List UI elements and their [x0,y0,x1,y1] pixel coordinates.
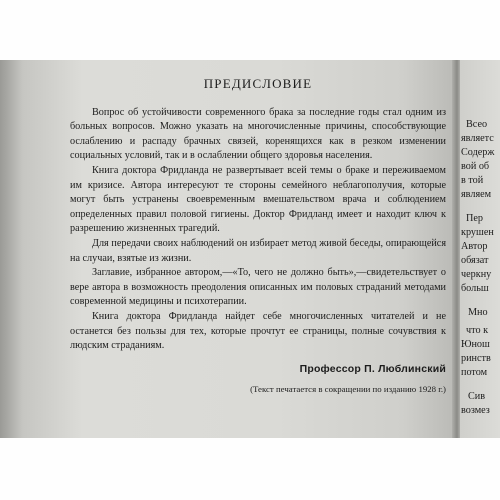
edition-note: (Текст печатается в сокращении по изданию 1928 г.) [250,384,446,395]
facing-page-line: вой об [461,161,490,172]
facing-page-line: черкну [461,269,492,280]
facing-page-line: Сив [468,391,486,402]
facing-page-line: Содерж [461,147,495,158]
facing-page-line: больш [461,283,489,294]
top-margin [0,0,500,60]
paragraph: Книга доктора Фридланда найдет себе многочисленных читателей и не останется без пользы для тех, которые прочтут ее страницы, полные сочувствия к людским страданиям. [70,310,446,352]
facing-page-line: ринств [461,353,491,364]
author-signature: Профессор П. Люблинский [299,362,446,375]
facing-page-line: возмез [461,405,490,416]
facing-page-line: являем [461,189,492,200]
paragraph: Книга доктора Фридланда не развертывает всей темы о браке и переживаемом им кризисе. Автора интересуют те стороны семейного неблагополучия, которые могут быть устранены своевременным вмешательством врача и соблюдением определенных правил половой гигиены. Доктор Фридланд имеет и находит ключ к разрешению жизненных трагедий. [70,164,446,235]
facing-page-line: обязат [461,255,489,266]
bottom-margin [0,438,500,500]
facing-page-line: Всео [466,119,488,130]
facing-page-line: Юнош [461,339,490,350]
facing-page [460,60,500,438]
paragraph: Вопрос об устойчивости современного брака за последние годы стал одним из больных вопросов. Можно указать на многочисленные причины, способствующие ослаблению и распаду брачных связей, коренящихся как в резком изменении социальных условий, так и в ослаблении общего здоровья населения. [70,106,446,162]
facing-page-line: в той [461,175,484,186]
page-content [70,77,446,397]
paragraph: Заглавие, избранное автором,—«То, чего не должно быть»,—свидетельствует о вере автора в возможность преодоления описанных им половых страданий методами современной медицины и психотерапии. [70,267,446,308]
facing-page-line: Пер [466,213,483,224]
paragraph: Для передачи своих наблюдений он избирает метод живой беседы, опирающейся на случаи, взятые из жизни. [70,237,446,264]
facing-page-line: Мно [468,307,488,318]
facing-page-line: являетс [461,133,494,144]
facing-page-line: Автор [461,241,488,252]
page-title: ПРЕДИСЛОВИЕ [203,76,313,91]
facing-page-line: что к [466,325,489,336]
facing-page-line: крушен [461,227,494,238]
facing-page-line: потом [461,367,488,378]
